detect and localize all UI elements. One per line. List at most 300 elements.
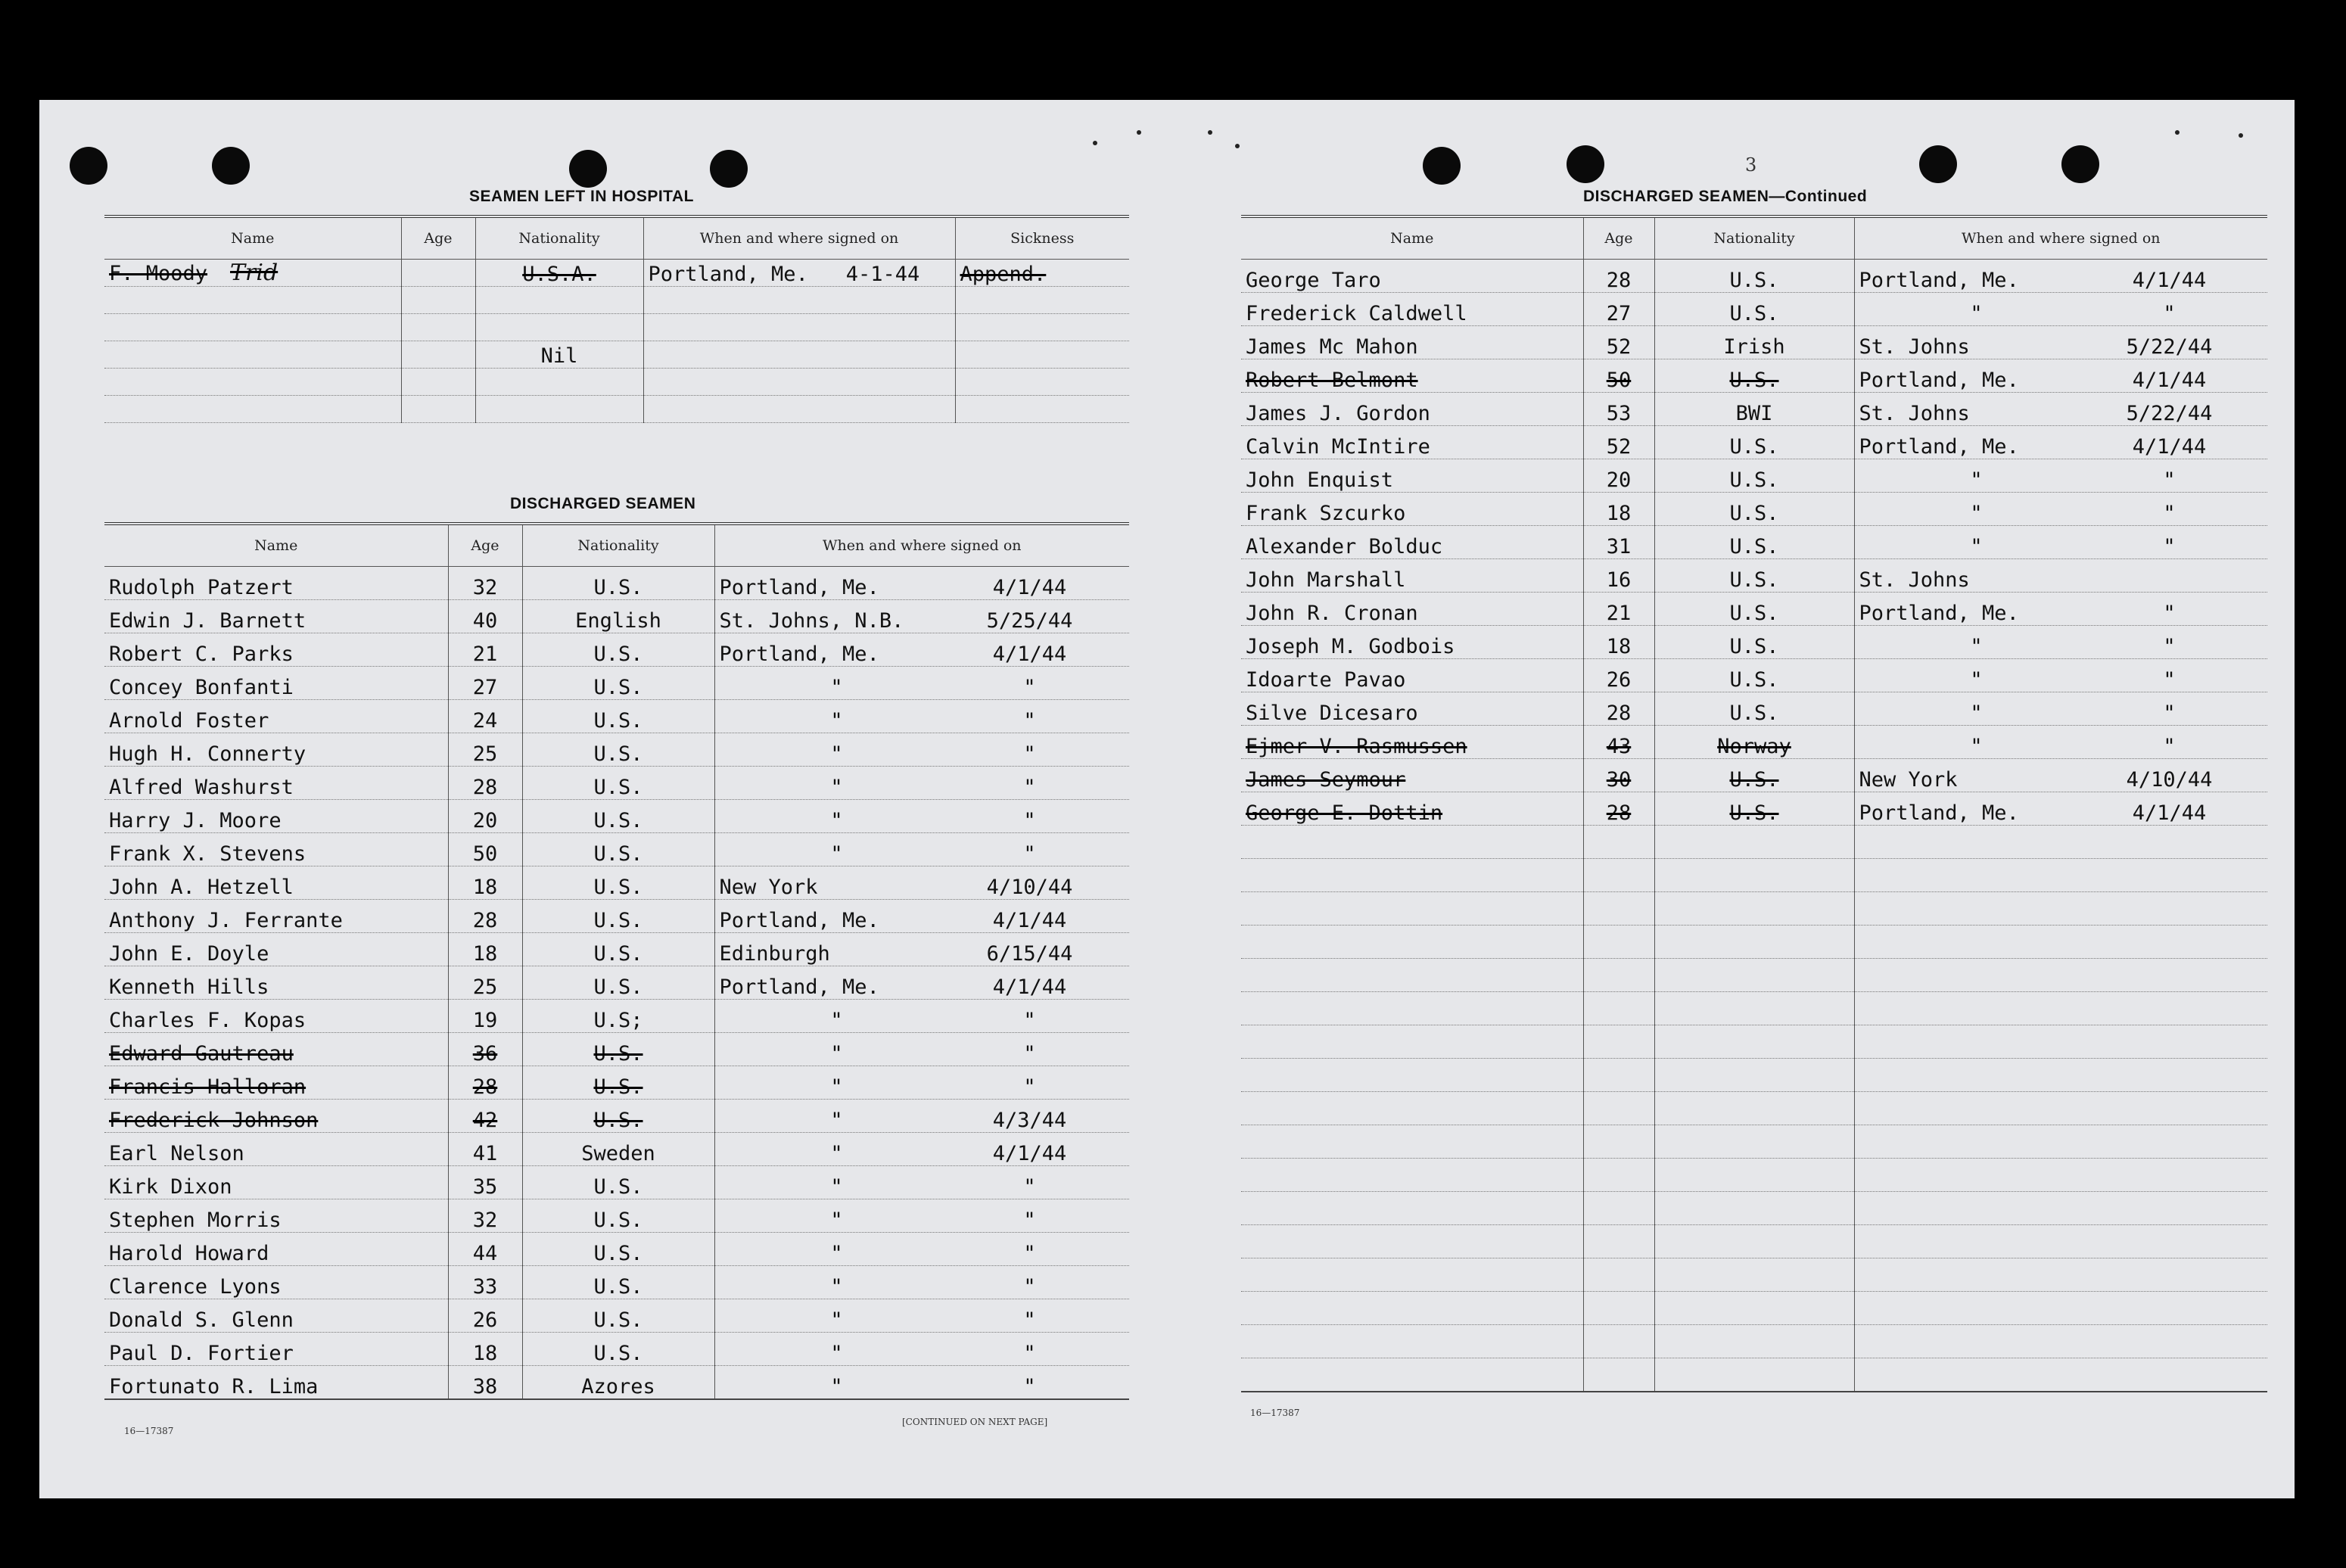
seaman-age: 26: [448, 1299, 522, 1333]
seaman-name: [104, 667, 448, 700]
seaman-nationality: U.S.: [1654, 626, 1854, 659]
blank-cell: [1241, 992, 1583, 1025]
seaman-nationality: U.S.: [522, 1033, 714, 1066]
punch-hole: [1567, 145, 1604, 183]
seaman-nationality: U.S.: [522, 833, 714, 866]
register-row: [104, 800, 1129, 833]
seaman-name: [104, 600, 448, 633]
seaman-name-text: Earl Nelson: [109, 1142, 244, 1165]
punch-hole: [212, 147, 250, 185]
seaman-name-text: Stephen Morris: [109, 1209, 282, 1232]
signed-on: [643, 314, 955, 341]
signed-on-place: ": [830, 842, 843, 866]
register-row: [1241, 459, 2267, 493]
seaman-name-text: Alexander Bolduc: [1246, 535, 1443, 558]
seaman-name: [104, 1133, 448, 1166]
seaman-nationality: U.S.: [1654, 792, 1854, 826]
signed-on: [714, 1066, 1129, 1100]
blank-cell: [1241, 859, 1583, 892]
signed-on-date: ": [2163, 635, 2176, 658]
register-row: [104, 567, 1129, 600]
seaman-nationality: U.S.: [1654, 493, 1854, 526]
signed-on-place: ": [830, 1342, 843, 1365]
seaman-name: [104, 341, 401, 369]
seaman-age: 27: [448, 667, 522, 700]
register-row: [1241, 559, 2267, 593]
seaman-name: [1241, 692, 1583, 726]
blank-cell: [1241, 1025, 1583, 1059]
blank-cell: [1654, 859, 1854, 892]
seaman-name-text: James Seymour: [1246, 768, 1406, 792]
discharged-title: DISCHARGED SEAMEN: [510, 495, 696, 512]
signed-on-date: ": [1023, 1275, 1036, 1299]
seaman-age: 18: [1583, 626, 1654, 659]
seaman-nationality: Nil: [475, 341, 643, 369]
signed-on: [1854, 326, 2267, 359]
seaman-age: 28: [448, 767, 522, 800]
seaman-name-text: Edward Gautreau: [109, 1042, 294, 1066]
form-number-left: 16—17387: [124, 1426, 174, 1436]
signed-on-date: ": [2163, 668, 2176, 692]
signed-on: [643, 396, 955, 423]
blank-cell: [1583, 1159, 1654, 1192]
signed-on: [1854, 792, 2267, 826]
signed-on: [1854, 692, 2267, 726]
speck: [1093, 141, 1097, 145]
seaman-age: 28: [1583, 792, 1654, 826]
seaman-age: 32: [448, 1199, 522, 1233]
signed-on-date: 4/10/44: [986, 876, 1073, 899]
sickness: [955, 396, 1129, 423]
blank-cell: [1583, 1025, 1654, 1059]
column-header: Nationality: [475, 216, 643, 260]
seaman-age: 28: [1583, 692, 1654, 726]
blank-cell: [1854, 926, 2267, 959]
signed-on: [714, 1266, 1129, 1299]
register-row: [1241, 260, 2267, 293]
handwritten-note: Trid: [230, 260, 278, 286]
signed-on-place: ": [830, 1374, 843, 1398]
seaman-nationality: U.S.: [522, 1233, 714, 1266]
seaman-name: [104, 833, 448, 866]
blank-cell: [1241, 959, 1583, 992]
signed-on-date: 5/22/44: [2126, 335, 2213, 359]
register-row: [104, 369, 1129, 396]
column-header: When and where signed on: [714, 524, 1129, 567]
signed-on-place: ": [830, 776, 843, 799]
seaman-name-text: Joseph M. Godbois: [1246, 635, 1455, 658]
seaman-nationality: U.S.: [522, 1100, 714, 1133]
register-row: [1241, 493, 2267, 526]
blank-cell: [1654, 1225, 1854, 1258]
blank-cell: [1854, 1025, 2267, 1059]
sickness: [955, 369, 1129, 396]
signed-on-date: ": [1023, 709, 1036, 733]
seaman-name-text: James Mc Mahon: [1246, 335, 1418, 359]
punch-hole: [710, 150, 748, 188]
seaman-name: [104, 1233, 448, 1266]
blank-row: [1241, 992, 2267, 1025]
blank-cell: [1241, 1092, 1583, 1125]
punch-hole: [2061, 145, 2099, 183]
signed-on-date: ": [2163, 468, 2176, 492]
seaman-name-text: Frederick Johnson: [109, 1109, 319, 1132]
column-header: When and where signed on: [1854, 216, 2267, 260]
signed-on-place: ": [830, 1275, 843, 1299]
seaman-age: 25: [448, 733, 522, 767]
seaman-age: 50: [1583, 359, 1654, 393]
register-row: [1241, 759, 2267, 792]
seaman-nationality: U.S.: [522, 1199, 714, 1233]
seaman-nationality: U.S.: [1654, 559, 1854, 593]
signed-on: [643, 287, 955, 314]
signed-on-place: Portland, Me.: [648, 263, 808, 286]
sickness: [955, 314, 1129, 341]
seaman-name: [1241, 526, 1583, 559]
seaman-name: [104, 1100, 448, 1133]
seaman-nationality: [475, 314, 643, 341]
signed-on: [714, 1033, 1129, 1066]
seaman-nationality: U.S.: [522, 733, 714, 767]
blank-row: [1241, 1358, 2267, 1392]
seaman-age: 50: [448, 833, 522, 866]
seaman-name-text: Kenneth Hills: [109, 975, 269, 999]
seaman-nationality: [475, 369, 643, 396]
signed-on: [1854, 559, 2267, 593]
seaman-name: [104, 1333, 448, 1366]
register-row: [1241, 726, 2267, 759]
seaman-age: 18: [448, 933, 522, 966]
blank-cell: [1583, 1292, 1654, 1325]
signed-on-date: ": [1023, 1175, 1036, 1199]
seaman-nationality: U.S.: [522, 1266, 714, 1299]
signed-on: [1854, 593, 2267, 626]
signed-on-place: Portland, Me.: [1859, 602, 2019, 625]
signed-on-place: ": [830, 1142, 843, 1165]
seaman-nationality: U.S.: [522, 633, 714, 667]
signed-on-date: 4/1/44: [992, 642, 1067, 666]
blank-cell: [1654, 959, 1854, 992]
blank-cell: [1583, 1325, 1654, 1358]
signed-on-place: ": [1970, 502, 1983, 525]
blank-cell: [1241, 892, 1583, 926]
signed-on-place: ": [830, 1042, 843, 1066]
seaman-name-text: Idoarte Pavao: [1246, 668, 1406, 692]
seaman-age: 19: [448, 1000, 522, 1033]
signed-on: [714, 733, 1129, 767]
blank-cell: [1854, 1258, 2267, 1292]
blank-cell: [1654, 926, 1854, 959]
punch-hole: [1423, 147, 1461, 185]
discharged-table: [104, 522, 1129, 1400]
seaman-name: [104, 700, 448, 733]
register-row: [1241, 593, 2267, 626]
column-header: Name: [104, 216, 401, 260]
signed-on-place: Portland, Me.: [1859, 435, 2019, 459]
seaman-age: 20: [1583, 459, 1654, 493]
signed-on-date: ": [2163, 535, 2176, 558]
seaman-name-text: F. Moody: [109, 262, 208, 285]
column-header: Nationality: [1654, 216, 1854, 260]
signed-on-place: ": [830, 809, 843, 832]
signed-on: [1854, 359, 2267, 393]
signed-on: [714, 633, 1129, 667]
seaman-nationality: U.S.: [522, 1333, 714, 1366]
register-row: [104, 600, 1129, 633]
seaman-age: 16: [1583, 559, 1654, 593]
signed-on: [1854, 493, 2267, 526]
seaman-age: 38: [448, 1366, 522, 1399]
blank-row: [1241, 1192, 2267, 1225]
register-row: [1241, 626, 2267, 659]
seaman-name: [104, 933, 448, 966]
speck: [1137, 130, 1141, 135]
signed-on-date: ": [1023, 1308, 1036, 1332]
seaman-age: 28: [448, 1066, 522, 1100]
signed-on: [643, 341, 955, 369]
seaman-name: [104, 733, 448, 767]
seaman-name: [1241, 659, 1583, 692]
signed-on-place: Portland, Me.: [719, 909, 879, 932]
signed-on: [714, 1333, 1129, 1366]
register-row: [1241, 659, 2267, 692]
signed-on: [1854, 626, 2267, 659]
signed-on: [714, 1299, 1129, 1333]
seaman-nationality: U.S.: [522, 667, 714, 700]
seaman-name: [104, 1199, 448, 1233]
seaman-nationality: [475, 287, 643, 314]
seaman-nationality: [475, 396, 643, 423]
seaman-nationality: U.S.: [522, 567, 714, 600]
punch-hole: [569, 150, 607, 188]
blank-cell: [1854, 1225, 2267, 1258]
blank-cell: [1241, 1192, 1583, 1225]
signed-on: [1854, 393, 2267, 426]
register-row: [1241, 426, 2267, 459]
register-row: [104, 900, 1129, 933]
seaman-name-text: Francis Halloran: [109, 1075, 306, 1099]
register-row: [1241, 293, 2267, 326]
seaman-name: [104, 800, 448, 833]
blank-cell: [1854, 1192, 2267, 1225]
signed-on: [714, 1000, 1129, 1033]
seaman-name-text: Rudolph Patzert: [109, 576, 294, 599]
signed-on: [714, 1166, 1129, 1199]
register-row: [104, 1266, 1129, 1299]
signed-on-date: ": [1023, 1374, 1036, 1398]
seaman-nationality: Norway: [1654, 726, 1854, 759]
speck: [1235, 144, 1240, 148]
seaman-nationality: U.S.: [522, 1066, 714, 1100]
blank-cell: [1583, 1125, 1654, 1159]
seaman-name: [1241, 260, 1583, 293]
register-sheet: [39, 100, 2295, 1498]
seaman-age: 18: [1583, 493, 1654, 526]
seaman-name-text: Anthony J. Ferrante: [109, 909, 343, 932]
register-row: [104, 1366, 1129, 1399]
blank-cell: [1654, 1059, 1854, 1092]
register-row: [104, 1000, 1129, 1033]
signed-on-date: ": [1023, 809, 1036, 832]
punch-hole: [70, 147, 107, 185]
blank-cell: [1854, 1092, 2267, 1125]
seaman-age: 28: [448, 900, 522, 933]
seaman-age: 35: [448, 1166, 522, 1199]
signed-on: [714, 1199, 1129, 1233]
signed-on: [714, 866, 1129, 900]
blank-cell: [1583, 992, 1654, 1025]
blank-cell: [1241, 1358, 1583, 1392]
blank-row: [1241, 926, 2267, 959]
seaman-age: 40: [448, 600, 522, 633]
signed-on-date: ": [2163, 502, 2176, 525]
register-row: [1241, 359, 2267, 393]
continued-note: [CONTINUED ON NEXT PAGE]: [902, 1417, 1048, 1427]
blank-cell: [1583, 859, 1654, 892]
register-row: [104, 1199, 1129, 1233]
blank-cell: [1854, 1292, 2267, 1325]
seaman-name: [104, 1000, 448, 1033]
signed-on: [643, 260, 955, 287]
seaman-nationality: U.S.: [522, 933, 714, 966]
blank-cell: [1241, 1059, 1583, 1092]
blank-cell: [1241, 1225, 1583, 1258]
seaman-age: [401, 341, 475, 369]
seaman-nationality: U.S.: [522, 900, 714, 933]
blank-row: [1241, 959, 2267, 992]
signed-on-place: Portland, Me.: [1859, 269, 2019, 292]
blank-cell: [1854, 826, 2267, 859]
signed-on-date: 6/15/44: [986, 942, 1073, 966]
blank-row: [1241, 892, 2267, 926]
signed-on-place: ": [1970, 468, 1983, 492]
seaman-name: [1241, 293, 1583, 326]
register-row: [104, 733, 1129, 767]
signed-on-date: ": [1023, 742, 1036, 766]
seaman-name: [1241, 559, 1583, 593]
register-row: [1241, 792, 2267, 826]
signed-on-place: St. Johns: [1859, 335, 1970, 359]
signed-on: [1854, 759, 2267, 792]
blank-cell: [1241, 1159, 1583, 1192]
register-row: [1241, 393, 2267, 426]
blank-cell: [1583, 826, 1654, 859]
signed-on-date: ": [2163, 735, 2176, 758]
signed-on-date: ": [1023, 1009, 1036, 1032]
seaman-age: 31: [1583, 526, 1654, 559]
seaman-name: [104, 1266, 448, 1299]
seaman-age: 33: [448, 1266, 522, 1299]
seaman-age: 18: [448, 866, 522, 900]
signed-on-place: ": [1970, 668, 1983, 692]
signed-on-place: ": [830, 1075, 843, 1099]
register-row: [104, 341, 1129, 369]
seaman-name-text: Robert Belmont: [1246, 369, 1418, 392]
seaman-age: [401, 260, 475, 287]
seaman-nationality: U.S.: [522, 1166, 714, 1199]
continued-title: DISCHARGED SEAMEN—Continued: [1583, 188, 1868, 205]
blank-cell: [1854, 959, 2267, 992]
seaman-name: [1241, 726, 1583, 759]
blank-row: [1241, 859, 2267, 892]
seaman-name-text: George E. Dottin: [1246, 801, 1443, 825]
signed-on: [714, 933, 1129, 966]
signed-on-place: Portland, Me.: [719, 576, 879, 599]
seaman-nationality: U.S.: [522, 1299, 714, 1333]
blank-cell: [1654, 1092, 1854, 1125]
signed-on-date: 5/25/44: [986, 609, 1073, 633]
seaman-name: [104, 1033, 448, 1066]
register-row: [104, 833, 1129, 866]
blank-cell: [1583, 892, 1654, 926]
blank-cell: [1583, 1059, 1654, 1092]
sickness: [955, 341, 1129, 369]
seaman-name: [104, 260, 401, 287]
blank-cell: [1583, 1358, 1654, 1392]
seaman-name-text: John E. Doyle: [109, 942, 269, 966]
blank-cell: [1854, 1059, 2267, 1092]
register-row: [104, 287, 1129, 314]
blank-row: [1241, 1159, 2267, 1192]
register-row: [104, 1166, 1129, 1199]
seaman-name: [104, 1066, 448, 1100]
signed-on-place: ": [830, 742, 843, 766]
seaman-name: [104, 966, 448, 1000]
seaman-nationality: U.S.: [522, 800, 714, 833]
seaman-nationality: Irish: [1654, 326, 1854, 359]
signed-on-date: 4/1/44: [992, 909, 1067, 932]
signed-on: [714, 600, 1129, 633]
seaman-nationality: U.S.: [1654, 593, 1854, 626]
signed-on: [714, 1233, 1129, 1266]
signed-on-place: ": [1970, 635, 1983, 658]
seaman-name-text: Kirk Dixon: [109, 1175, 232, 1199]
register-row: [104, 767, 1129, 800]
signed-on-place: ": [830, 1009, 843, 1032]
signed-on: [714, 1366, 1129, 1399]
signed-on-date: ": [2163, 602, 2176, 625]
seaman-name: [1241, 593, 1583, 626]
signed-on-place: Portland, Me.: [719, 642, 879, 666]
seaman-name: [1241, 626, 1583, 659]
register-row: [104, 1333, 1129, 1366]
signed-on-place: ": [830, 709, 843, 733]
seaman-nationality: U.S.: [1654, 526, 1854, 559]
register-row: [104, 260, 1129, 287]
blank-row: [1241, 1258, 2267, 1292]
blank-cell: [1583, 959, 1654, 992]
seaman-name-text: Fortunato R. Lima: [109, 1374, 319, 1398]
signed-on-date: 5/22/44: [2126, 402, 2213, 425]
blank-cell: [1654, 826, 1854, 859]
seaman-age: 42: [448, 1100, 522, 1133]
seaman-age: 24: [448, 700, 522, 733]
seaman-name: [1241, 359, 1583, 393]
signed-on-place: ": [830, 1308, 843, 1332]
seaman-name: [104, 287, 401, 314]
signed-on-date: 4/3/44: [992, 1109, 1067, 1132]
signed-on-date: ": [1023, 676, 1036, 699]
seaman-age: 20: [448, 800, 522, 833]
seaman-name: [104, 1299, 448, 1333]
signed-on: [714, 900, 1129, 933]
signed-on-place: ": [830, 1209, 843, 1232]
seaman-age: 52: [1583, 326, 1654, 359]
seaman-name: [104, 767, 448, 800]
register-row: [104, 1066, 1129, 1100]
register-row: [104, 667, 1129, 700]
seaman-age: 32: [448, 567, 522, 600]
